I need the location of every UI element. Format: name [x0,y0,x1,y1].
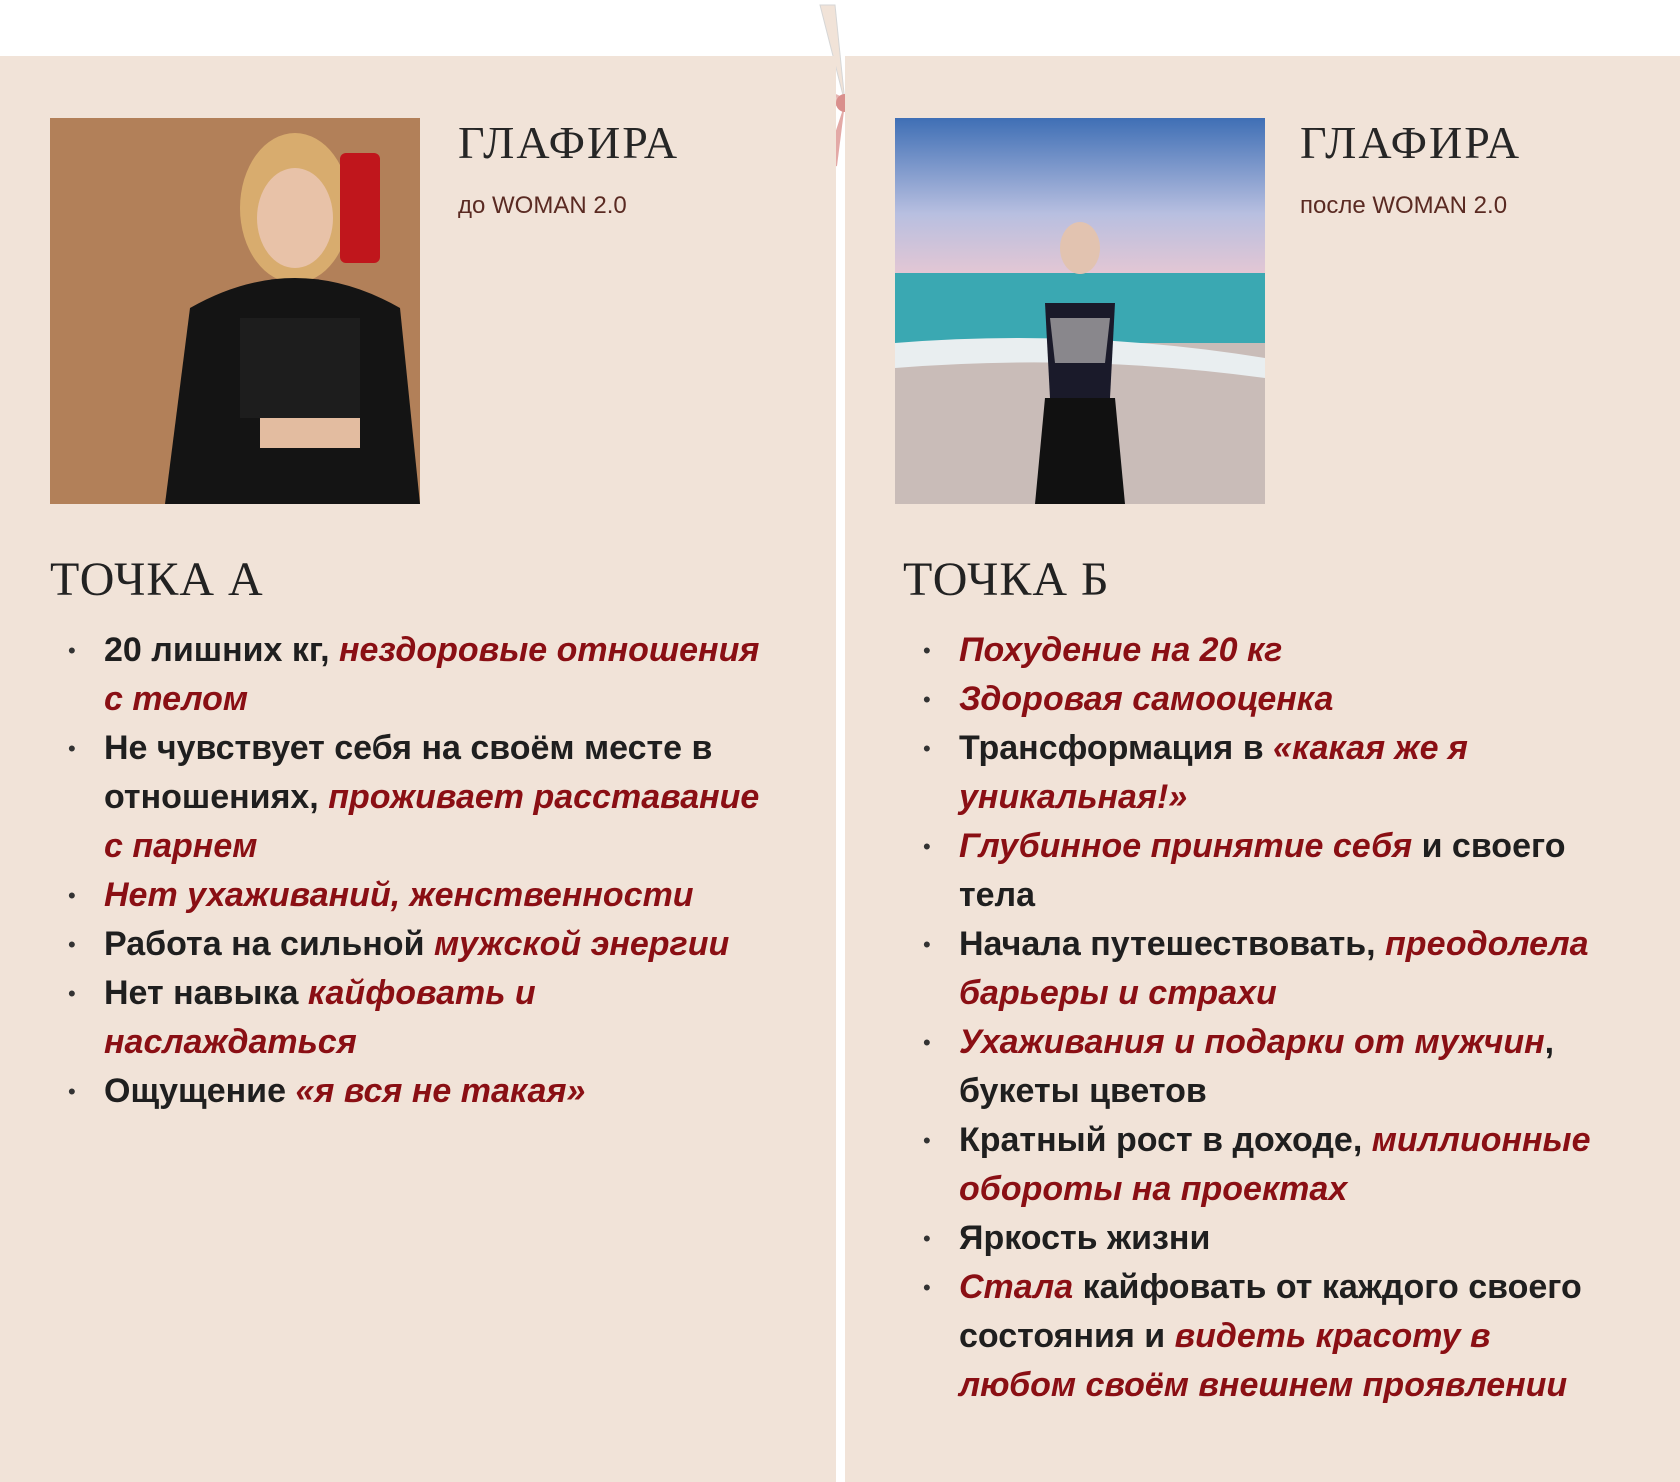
list-item [68,724,768,871]
bullet-icon: • [923,638,931,663]
item-text: кайфовать от каждого своего состояния и [959,1268,1582,1355]
list-item [68,920,768,969]
list-item [923,724,1613,822]
item-text: Не чувствует себя на своём месте в отношениях, [104,729,713,816]
highlight-text: Стала [959,1268,1074,1306]
list-item [923,1116,1613,1214]
list-item [923,1263,1613,1410]
highlight-text: миллионные обороты на проектах [959,1121,1591,1208]
bullet-icon: • [923,687,931,712]
item-text: Нет навыка [104,974,308,1012]
bullet-icon: • [923,932,931,957]
after-subtitle: после WOMAN 2.0 [1300,192,1508,219]
bullet-icon: • [68,638,76,663]
before-photo [50,118,420,504]
highlight-text: Здоровая самооценка [959,680,1334,718]
list-item [68,871,768,920]
bullet-icon: • [68,932,76,957]
list-item [923,822,1613,920]
before-subtitle: до WOMAN 2.0 [458,192,627,219]
point-a-title: ТОЧКА А [50,553,264,606]
item-text: 20 лишних кг, [104,631,339,669]
highlight-text: кайфовать и наслаждаться [104,974,536,1061]
bullet-icon: • [923,1128,931,1153]
bullet-icon: • [923,834,931,859]
item-text: Трансформация в [959,729,1274,767]
item-text: Кратный рост в доходе, [959,1121,1372,1159]
after-card [845,56,1680,1482]
highlight-text: «какая же я уникальная!» [959,729,1468,816]
list-item [923,675,1613,724]
highlight-text: мужской энергии [433,925,730,963]
item-text: Ощущение [104,1072,296,1110]
bullet-icon: • [923,1275,931,1300]
highlight-text: Глубинное принятие себя [959,827,1413,865]
before-name: ГЛАФИРА [458,117,680,168]
bullet-icon: • [68,736,76,761]
item-text: , букеты цветов [959,1023,1555,1110]
point-b-title: ТОЧКА Б [903,553,1110,606]
bullet-icon: • [923,1030,931,1055]
highlight-text: нездоровые отношения с телом [104,631,760,718]
bullet-icon: • [68,1079,76,1104]
list-item [68,626,768,724]
before-list [68,626,768,1116]
item-text: Начала путешествовать, [959,925,1386,963]
bullet-icon: • [923,736,931,761]
list-item [68,1067,768,1116]
item-text: и своего тела [959,827,1566,914]
item-text: Яркость жизни [959,1219,1211,1257]
after-list [923,626,1613,1410]
bullet-icon: • [68,981,76,1006]
list-item [923,1214,1613,1263]
list-item [923,1018,1613,1116]
highlight-text: «я вся не такая» [295,1072,586,1110]
list-item [923,626,1613,675]
highlight-text: Ухаживания и подарки от мужчин [959,1023,1545,1061]
after-photo [895,118,1265,504]
bullet-icon: • [68,883,76,908]
highlight-text: преодолела барьеры и страхи [959,925,1589,1012]
bullet-icon: • [923,1226,931,1251]
item-text: Работа на сильной [104,925,434,963]
list-item [923,920,1613,1018]
list-item [68,969,768,1067]
highlight-text: Похудение на 20 кг [959,631,1283,669]
highlight-text: видеть красоту в любом своём внешнем проявлении [959,1317,1568,1404]
after-name: ГЛАФИРА [1300,117,1522,168]
before-card [0,56,836,1482]
highlight-text: Нет ухаживаний, женственности [104,876,694,914]
highlight-text: проживает расставание с парнем [104,778,760,865]
